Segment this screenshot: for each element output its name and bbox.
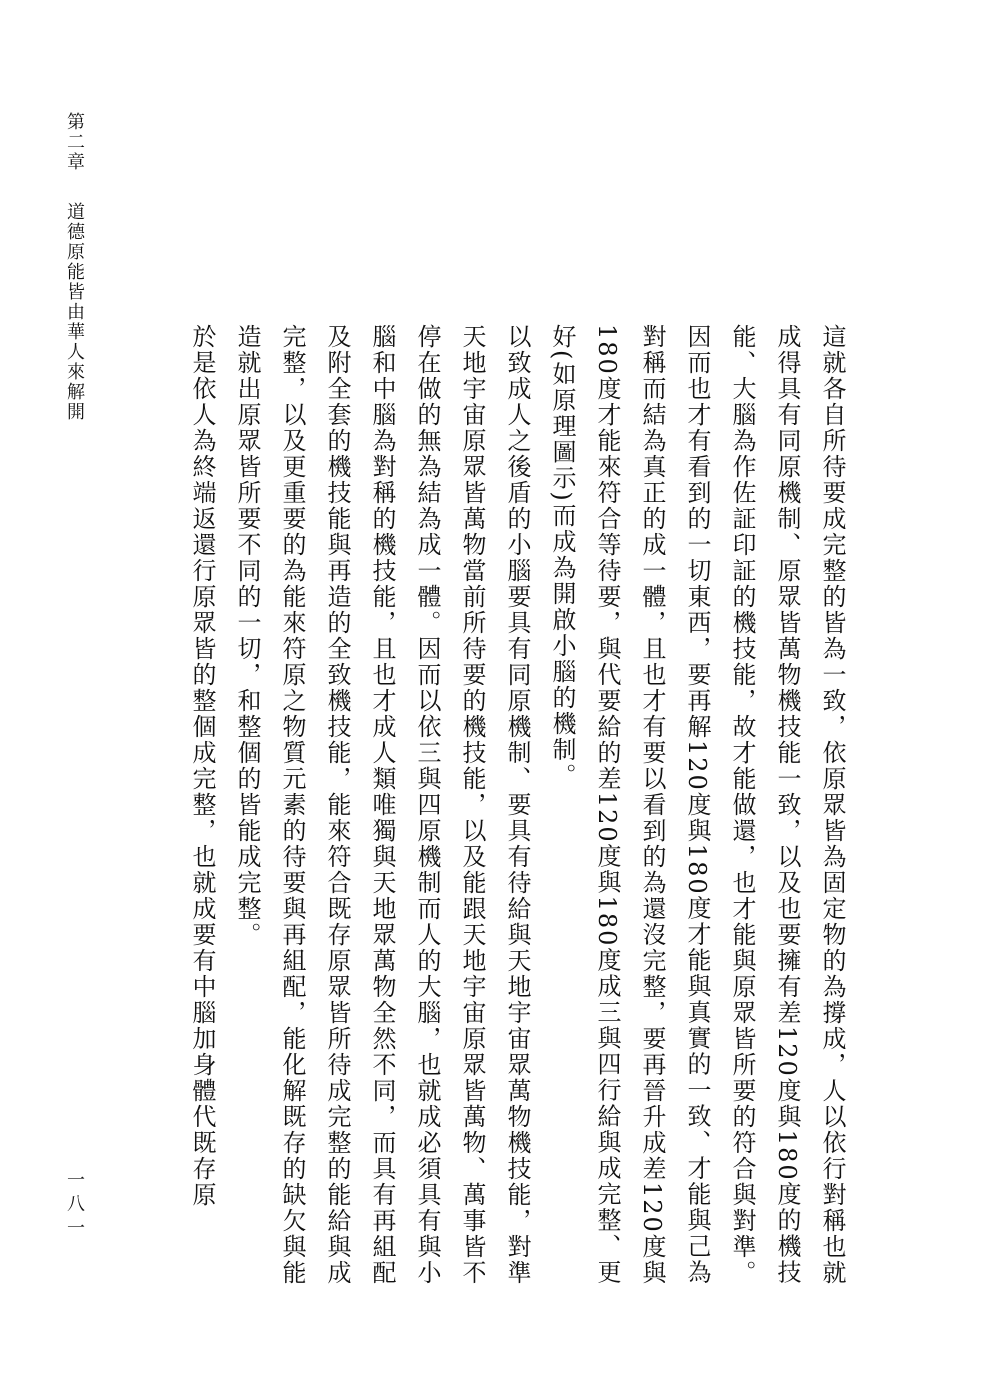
running-header	[58, 112, 88, 422]
chapter-title: 道德原能皆由華人來解開	[64, 202, 85, 422]
paragraph-3: 於是依人為終端返還行原眾皆的整個成完整，也就成要有中腦加身體代既存原	[188, 324, 216, 1208]
paragraph-1: 這就各自所待要成完整的皆為一致，依原眾皆為固定物的為撐成，人以依行對稱也就成得具有同原機制、原眾皆萬物機技能一致，以及也要擁有差120度與180度的機技能、大腦為作佐証印証的機技能，故才能做還，也才能與原眾皆所要的符合與對準。因而也才有看到的一切東西，要再解120度與180度才能與真實的一致、才能與己為對稱而結為真正的成一體，且也才有要以看到的為還沒完整，要再晉升成差120度與180度才能來符合等待要，與代要給的差120度與180度成三與四行給與成完整、更好(如原理圖示)而成為開啟小腦的機制。	[548, 324, 846, 1286]
page-number: 一八一	[64, 1170, 85, 1242]
chapter-label: 第二章	[64, 112, 85, 172]
paragraph-2: 以致成人之後盾的小腦要具有同原機制、要具有待給與天地宇宙眾萬物機技能，對準天地宇宙原眾皆萬物當前所待要的機技能，以及能跟天地宇宙原眾皆萬物、萬事皆不停在做的無為結為成一體。因而以依三與四原機制而人的大腦，也就成必須具有與小腦和中腦為對稱的機技能，且也才成人類唯獨與天地眾萬物全然不同，而具有再組配及附全套的機技能與再造的全致機技能，能來符合既存原眾皆所待成完整的能給與成完整，以及更重要的為能來符原之物質元素的待要與再組配，能化解既存的缺欠與能造就出原眾皆所要不同的一切，和整個的皆能成完整。	[233, 324, 531, 1286]
body-text	[154, 268, 854, 1288]
